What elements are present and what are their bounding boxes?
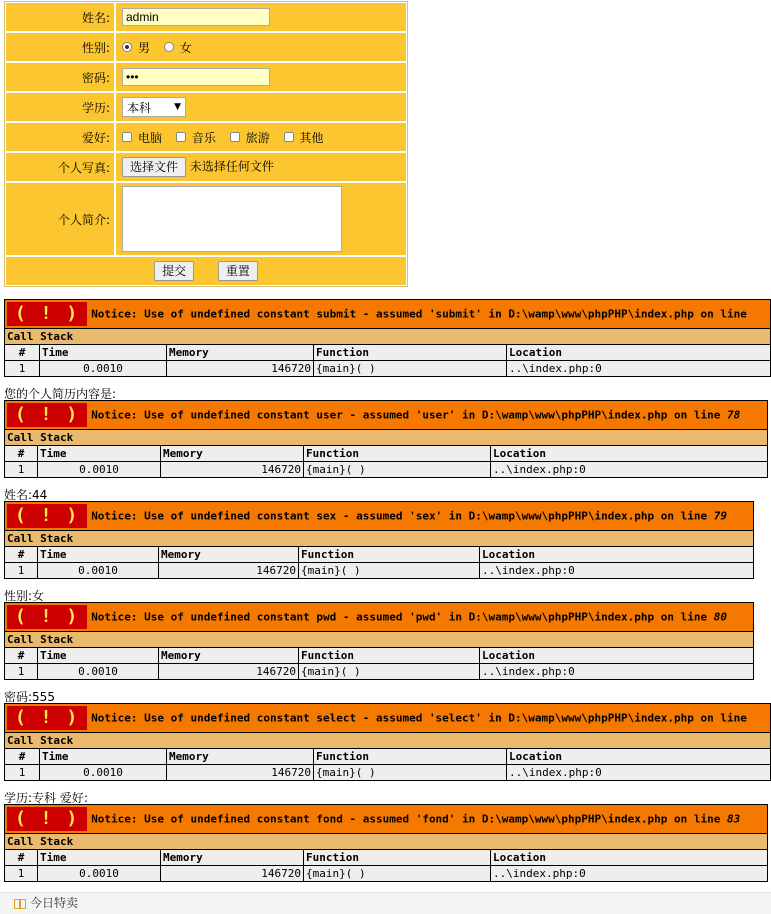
col-location: Location — [491, 446, 768, 462]
row-time: 0.0010 — [40, 765, 167, 781]
submit-button[interactable]: 提交 — [154, 261, 194, 281]
row-memory: 146720 — [159, 664, 299, 680]
row-num: 1 — [5, 866, 38, 882]
notice-header — [5, 805, 768, 834]
row-location: ..\index.php:0 — [491, 462, 768, 478]
sex-radio-female[interactable] — [164, 42, 174, 52]
row-memory: 146720 — [161, 462, 304, 478]
hobby-checkbox-music[interactable] — [176, 132, 186, 142]
form-actions — [5, 256, 407, 286]
hobby-option-computer: 电脑 — [138, 130, 163, 145]
notice-text: Notice: Use of undefined constant user - assumed 'user' in D:\wamp\www\phpPHP\index.php on line — [91, 408, 721, 422]
name-input[interactable] — [122, 8, 270, 26]
row-memory: 146720 — [167, 765, 314, 781]
output-line: 姓名:44 — [4, 488, 48, 502]
registration-form — [4, 1, 408, 287]
call-stack-title: Call Stack — [5, 632, 754, 648]
warning-icon: ( ! ) — [7, 706, 87, 730]
row-function: {main}( ) — [304, 462, 491, 478]
col-memory: Memory — [161, 850, 304, 866]
hobby-label: 爱好: — [5, 122, 115, 152]
hobby-option-music: 音乐 — [191, 130, 216, 145]
call-stack-title: Call Stack — [5, 733, 771, 749]
notice-text: Notice: Use of undefined constant fond - assumed 'fond' in D:\wamp\www\phpPHP\index.php on line — [91, 812, 721, 826]
choose-file-button[interactable]: 选择文件 — [122, 157, 186, 177]
notice-header — [5, 502, 754, 531]
php-notice — [4, 299, 771, 377]
col-location: Location — [507, 345, 771, 361]
col-num: # — [5, 547, 38, 563]
col-function: Function — [314, 749, 507, 765]
php-notice — [4, 703, 771, 781]
edu-label: 学历: — [5, 92, 115, 122]
php-notice — [4, 804, 768, 882]
row-function: {main}( ) — [304, 866, 491, 882]
output-line: 性别:女 — [4, 589, 45, 603]
hobby-checkbox-other[interactable] — [284, 132, 294, 142]
output-line: 密码:555 — [4, 690, 55, 704]
notice-text: Notice: Use of undefined constant pwd - assumed 'pwd' in D:\wamp\www\phpPHP\index.php on line — [91, 610, 708, 624]
output-line: 学历:专科 爱好: — [4, 791, 88, 805]
hobby-checkbox-computer[interactable] — [122, 132, 132, 142]
row-location: ..\index.php:0 — [491, 866, 768, 882]
notice-text: Notice: Use of undefined constant submit - assumed 'submit' in D:\wamp\www\phpPHP\index.php on line — [91, 307, 747, 321]
col-location: Location — [480, 547, 754, 563]
row-time: 0.0010 — [40, 361, 167, 377]
row-num: 1 — [5, 664, 38, 680]
notice-line: 83 — [726, 812, 741, 826]
row-location: ..\index.php:0 — [480, 664, 754, 680]
hobby-option-other: 其他 — [299, 130, 324, 145]
intro-textarea[interactable] — [122, 186, 342, 252]
notice-line: 79 — [713, 509, 727, 523]
notice-text: Notice: Use of undefined constant sex - assumed 'sex' in D:\wamp\www\phpPHP\index.php on line — [91, 509, 708, 523]
sex-option-female: 女 — [179, 40, 192, 55]
file-status: 未选择任何文件 — [189, 159, 274, 174]
row-num: 1 — [5, 361, 40, 377]
col-function: Function — [299, 547, 480, 563]
col-memory: Memory — [159, 547, 299, 563]
col-time: Time — [40, 345, 167, 361]
notice-header — [5, 704, 771, 733]
row-function: {main}( ) — [314, 765, 507, 781]
col-time: Time — [38, 547, 159, 563]
warning-icon: ( ! ) — [7, 302, 87, 326]
col-memory: Memory — [159, 648, 299, 664]
row-function: {main}( ) — [314, 361, 507, 377]
php-notice — [4, 501, 754, 579]
col-time: Time — [38, 648, 159, 664]
warning-icon: ( ! ) — [7, 807, 87, 831]
col-memory: Memory — [161, 446, 304, 462]
hobby-option-travel: 旅游 — [245, 130, 270, 145]
col-time: Time — [38, 446, 161, 462]
bottom-bar — [0, 892, 771, 914]
row-memory: 146720 — [161, 866, 304, 882]
row-num: 1 — [5, 765, 40, 781]
col-num: # — [5, 446, 38, 462]
sex-radio-male[interactable] — [122, 42, 132, 52]
notice-header — [5, 401, 768, 430]
row-location: ..\index.php:0 — [480, 563, 754, 579]
col-function: Function — [304, 850, 491, 866]
name-label: 姓名: — [5, 2, 115, 32]
notice-header — [5, 300, 771, 329]
col-memory: Memory — [167, 345, 314, 361]
intro-label: 个人简介: — [5, 182, 115, 256]
row-function: {main}( ) — [299, 664, 480, 680]
call-stack-title: Call Stack — [5, 430, 768, 446]
col-memory: Memory — [167, 749, 314, 765]
col-time: Time — [40, 749, 167, 765]
password-input[interactable] — [122, 68, 270, 86]
notice-header — [5, 603, 754, 632]
row-time: 0.0010 — [38, 866, 161, 882]
education-value: 本科 — [127, 100, 152, 115]
row-function: {main}( ) — [299, 563, 480, 579]
row-time: 0.0010 — [38, 563, 159, 579]
col-num: # — [5, 850, 38, 866]
hobby-checkbox-travel[interactable] — [230, 132, 240, 142]
col-location: Location — [491, 850, 768, 866]
col-location: Location — [507, 749, 771, 765]
row-location: ..\index.php:0 — [507, 361, 771, 377]
call-stack-title: Call Stack — [5, 531, 754, 547]
call-stack-title: Call Stack — [5, 834, 768, 850]
gift-icon — [14, 899, 26, 909]
php-notice — [4, 602, 754, 680]
row-num: 1 — [5, 462, 38, 478]
notice-line: 80 — [713, 610, 727, 624]
warning-icon: ( ! ) — [7, 403, 87, 427]
row-location: ..\index.php:0 — [507, 765, 771, 781]
call-stack-title: Call Stack — [5, 329, 771, 345]
warning-icon: ( ! ) — [7, 504, 87, 528]
row-memory: 146720 — [159, 563, 299, 579]
col-location: Location — [480, 648, 754, 664]
education-select[interactable] — [122, 97, 186, 117]
output-line: 您的个人简历内容是: — [4, 387, 117, 401]
daily-deals-link[interactable]: 今日特卖 — [30, 896, 79, 910]
row-memory: 146720 — [167, 361, 314, 377]
sex-option-male: 男 — [138, 40, 151, 55]
row-num: 1 — [5, 563, 38, 579]
col-function: Function — [299, 648, 480, 664]
pwd-label: 密码: — [5, 62, 115, 92]
row-time: 0.0010 — [38, 664, 159, 680]
col-num: # — [5, 749, 40, 765]
col-num: # — [5, 648, 38, 664]
notice-line: 78 — [726, 408, 741, 422]
sex-label: 性别: — [5, 32, 115, 62]
col-time: Time — [38, 850, 161, 866]
col-function: Function — [314, 345, 507, 361]
dropdown-arrow-icon: ▼ — [174, 102, 181, 112]
notice-text: Notice: Use of undefined constant select - assumed 'select' in D:\wamp\www\phpPHP\index.php on line — [91, 711, 747, 725]
photo-label: 个人写真: — [5, 152, 115, 182]
reset-button[interactable]: 重置 — [218, 261, 258, 281]
php-notice — [4, 400, 768, 478]
col-function: Function — [304, 446, 491, 462]
warning-icon: ( ! ) — [7, 605, 87, 629]
col-num: # — [5, 345, 40, 361]
row-time: 0.0010 — [38, 462, 161, 478]
